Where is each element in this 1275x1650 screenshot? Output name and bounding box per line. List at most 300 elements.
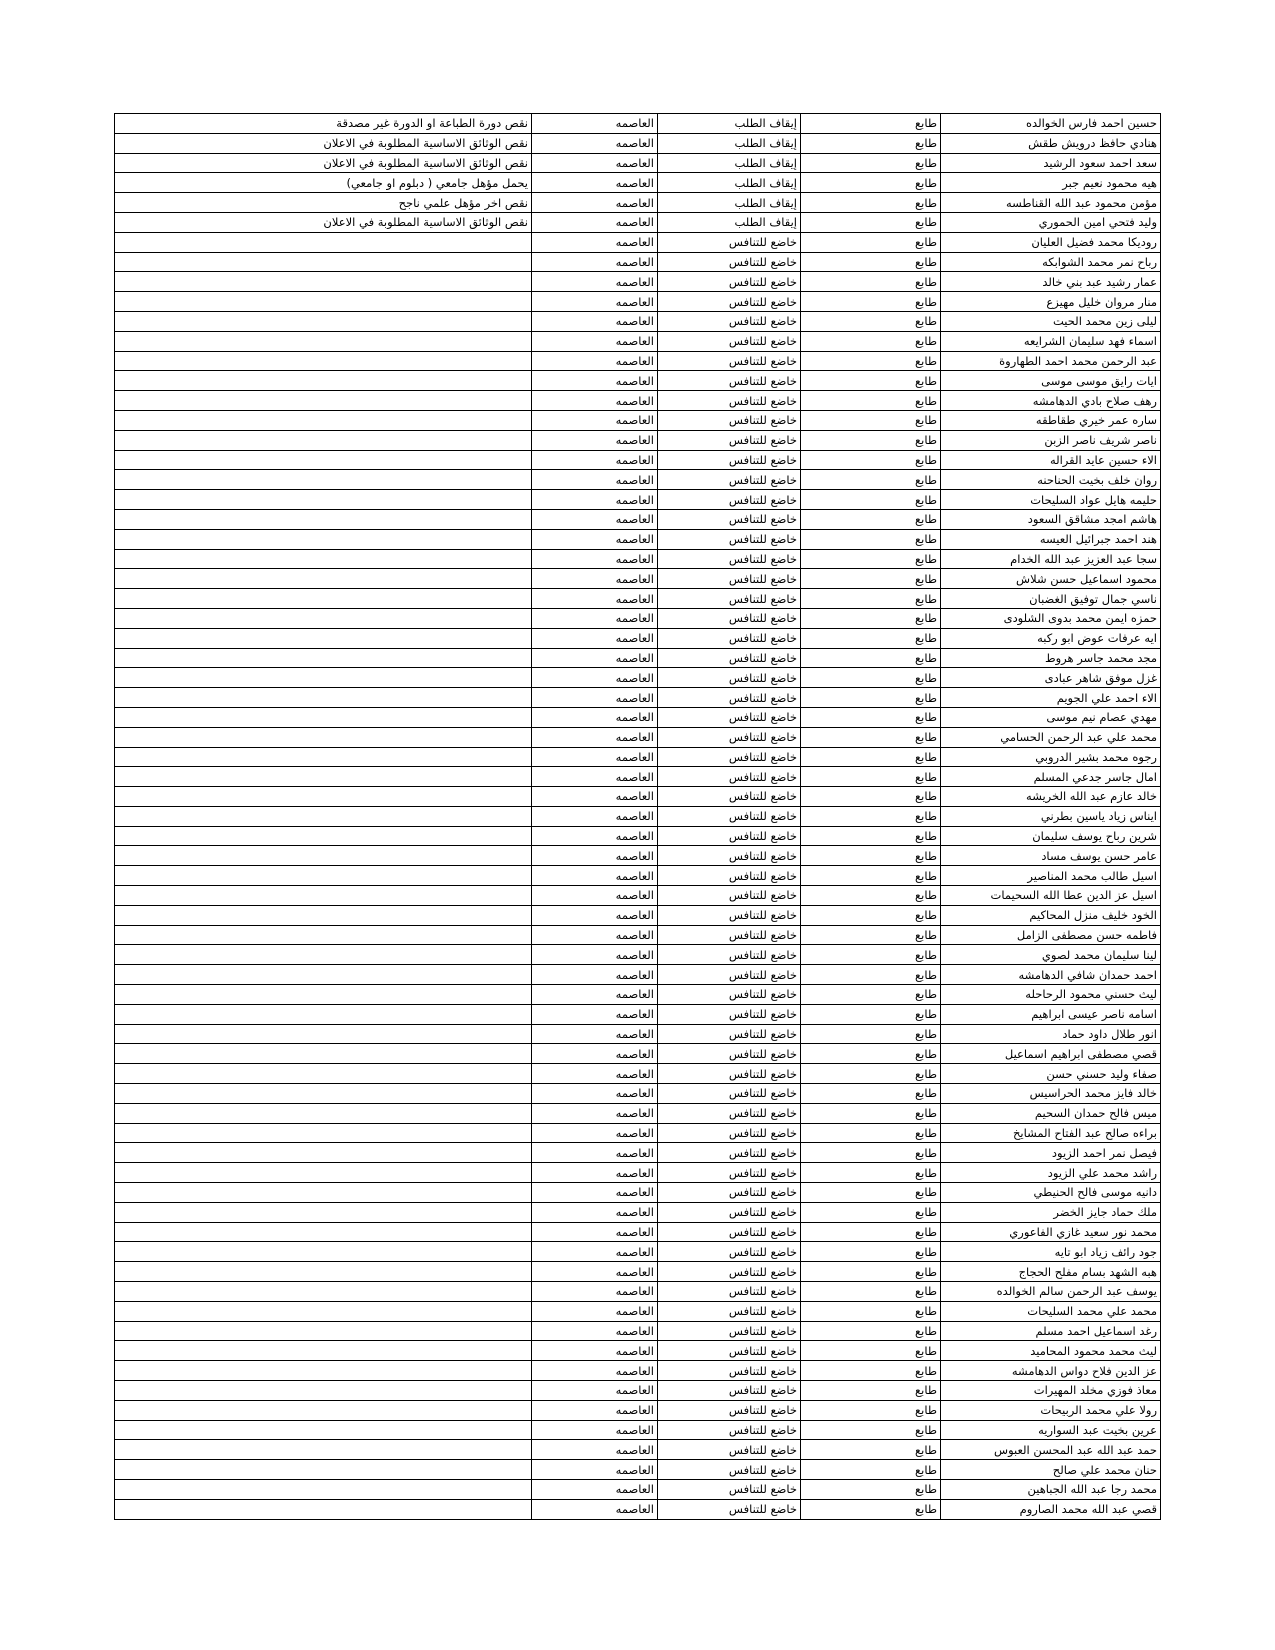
applicant-name-cell: ليلى زين محمد الحيت (941, 311, 1161, 331)
table-row (115, 1024, 1161, 1044)
status-cell: خاضع للتنافس (658, 232, 801, 252)
reason-cell (115, 747, 532, 767)
applicant-name-cell: حمزه ايمن محمد بدوى الشلودى (941, 608, 1161, 628)
table-row (115, 1499, 1161, 1519)
table-row (115, 1084, 1161, 1104)
reason-cell (115, 1103, 532, 1123)
region-cell: العاصمه (532, 1499, 658, 1519)
type-cell: طابع (801, 628, 941, 648)
applicant-name-cell: محمد نور سعيد غازي الفاعوري (941, 1222, 1161, 1242)
type-cell: طابع (801, 1004, 941, 1024)
region-cell: العاصمه (532, 1163, 658, 1183)
table-row (115, 1044, 1161, 1064)
reason-cell (115, 589, 532, 609)
table-row (115, 1103, 1161, 1123)
table-row (115, 806, 1161, 826)
status-cell: خاضع للتنافس (658, 727, 801, 747)
applicant-name-cell: حمد عبد الله عبد المحسن العبوس (941, 1440, 1161, 1460)
region-cell: العاصمه (532, 1103, 658, 1123)
table-row (115, 1301, 1161, 1321)
applicants-table (114, 113, 1161, 1520)
table-row (115, 529, 1161, 549)
region-cell: العاصمه (532, 1064, 658, 1084)
status-cell: إيقاف الطلب (658, 133, 801, 153)
type-cell: طابع (801, 1024, 941, 1044)
region-cell: العاصمه (532, 153, 658, 173)
applicant-name-cell: روديكا محمد فضيل العليان (941, 232, 1161, 252)
reason-cell (115, 292, 532, 312)
status-cell: خاضع للتنافس (658, 985, 801, 1005)
applicant-name-cell: وليد فتحي امين الحموري (941, 212, 1161, 232)
applicant-name-cell: ايناس زياد ياسين بطرني (941, 806, 1161, 826)
table-row (115, 509, 1161, 529)
status-cell: خاضع للتنافس (658, 945, 801, 965)
reason-cell (115, 1163, 532, 1183)
type-cell: طابع (801, 232, 941, 252)
reason-cell (115, 1420, 532, 1440)
reason-cell (115, 1024, 532, 1044)
type-cell: طابع (801, 1064, 941, 1084)
applicant-name-cell: ميس فالح حمدان السحيم (941, 1103, 1161, 1123)
status-cell: خاضع للتنافس (658, 826, 801, 846)
table-row (115, 351, 1161, 371)
status-cell: خاضع للتنافس (658, 252, 801, 272)
type-cell: طابع (801, 866, 941, 886)
status-cell: خاضع للتنافس (658, 1282, 801, 1302)
reason-cell (115, 410, 532, 430)
type-cell: طابع (801, 569, 941, 589)
region-cell: العاصمه (532, 1084, 658, 1104)
table-row (115, 1282, 1161, 1302)
table-row (115, 1361, 1161, 1381)
reason-cell (115, 272, 532, 292)
reason-cell (115, 371, 532, 391)
type-cell: طابع (801, 846, 941, 866)
region-cell: العاصمه (532, 529, 658, 549)
type-cell: طابع (801, 509, 941, 529)
status-cell: خاضع للتنافس (658, 391, 801, 411)
applicant-name-cell: حليمه هايل عواد السليحات (941, 490, 1161, 510)
status-cell: إيقاف الطلب (658, 114, 801, 134)
type-cell: طابع (801, 1301, 941, 1321)
reason-cell (115, 1341, 532, 1361)
reason-cell (115, 450, 532, 470)
status-cell: خاضع للتنافس (658, 1440, 801, 1460)
type-cell: طابع (801, 272, 941, 292)
type-cell: طابع (801, 331, 941, 351)
region-cell: العاصمه (532, 311, 658, 331)
type-cell: طابع (801, 212, 941, 232)
region-cell: العاصمه (532, 985, 658, 1005)
type-cell: طابع (801, 351, 941, 371)
status-cell: خاضع للتنافس (658, 1024, 801, 1044)
applicant-name-cell: امال جاسر جدعي المسلم (941, 767, 1161, 787)
reason-cell (115, 628, 532, 648)
reason-cell (115, 430, 532, 450)
reason-cell (115, 311, 532, 331)
applicant-name-cell: محمود اسماعيل حسن شلاش (941, 569, 1161, 589)
applicant-name-cell: دانيه موسى فالح الحنيطي (941, 1183, 1161, 1203)
region-cell: العاصمه (532, 193, 658, 213)
region-cell: العاصمه (532, 114, 658, 134)
type-cell: طابع (801, 1183, 941, 1203)
applicant-name-cell: الاء حسين عايد القراله (941, 450, 1161, 470)
type-cell: طابع (801, 1420, 941, 1440)
type-cell: طابع (801, 925, 941, 945)
type-cell: طابع (801, 193, 941, 213)
reason-cell (115, 707, 532, 727)
status-cell: خاضع للتنافس (658, 608, 801, 628)
applicant-name-cell: عبد الرحمن محمد احمد الطهاروة (941, 351, 1161, 371)
applicant-name-cell: محمد رجا عبد الله الجباهين (941, 1479, 1161, 1499)
reason-cell (115, 787, 532, 807)
reason-cell (115, 1183, 532, 1203)
table-row (115, 1004, 1161, 1024)
applicant-name-cell: عز الدين فلاح دواس الدهامشه (941, 1361, 1161, 1381)
reason-cell (115, 608, 532, 628)
status-cell: إيقاف الطلب (658, 193, 801, 213)
status-cell: خاضع للتنافس (658, 1183, 801, 1203)
reason-cell (115, 1301, 532, 1321)
region-cell: العاصمه (532, 1222, 658, 1242)
region-cell: العاصمه (532, 589, 658, 609)
type-cell: طابع (801, 549, 941, 569)
region-cell: العاصمه (532, 470, 658, 490)
reason-cell (115, 1143, 532, 1163)
table-row (115, 410, 1161, 430)
type-cell: طابع (801, 1381, 941, 1401)
table-row (115, 846, 1161, 866)
table-row (115, 193, 1161, 213)
type-cell: طابع (801, 1242, 941, 1262)
type-cell: طابع (801, 430, 941, 450)
applicant-name-cell: صفاء وليد حسني حسن (941, 1064, 1161, 1084)
type-cell: طابع (801, 529, 941, 549)
region-cell: العاصمه (532, 806, 658, 826)
reason-cell (115, 1123, 532, 1143)
reason-cell (115, 1361, 532, 1381)
table-row (115, 1440, 1161, 1460)
type-cell: طابع (801, 965, 941, 985)
status-cell: خاضع للتنافس (658, 430, 801, 450)
table-row (115, 1222, 1161, 1242)
table-row (115, 114, 1161, 134)
region-cell: العاصمه (532, 569, 658, 589)
type-cell: طابع (801, 806, 941, 826)
reason-cell (115, 1222, 532, 1242)
status-cell: خاضع للتنافس (658, 1084, 801, 1104)
applicant-name-cell: عرين بخيت عبد السواريه (941, 1420, 1161, 1440)
reason-cell (115, 1460, 532, 1480)
applicant-name-cell: جود رائف زياد ابو تايه (941, 1242, 1161, 1262)
table-row (115, 1321, 1161, 1341)
reason-cell (115, 648, 532, 668)
region-cell: العاصمه (532, 272, 658, 292)
table-row (115, 866, 1161, 886)
type-cell: طابع (801, 945, 941, 965)
table-row (115, 985, 1161, 1005)
type-cell: طابع (801, 114, 941, 134)
table-row (115, 1479, 1161, 1499)
status-cell: خاضع للتنافس (658, 707, 801, 727)
applicant-name-cell: فاطمه حسن مصطفى الزامل (941, 925, 1161, 945)
status-cell: خاضع للتنافس (658, 549, 801, 569)
region-cell: العاصمه (532, 747, 658, 767)
table-row (115, 252, 1161, 272)
applicant-name-cell: راشد محمد علي الزيود (941, 1163, 1161, 1183)
reason-cell (115, 1282, 532, 1302)
region-cell: العاصمه (532, 509, 658, 529)
reason-cell (115, 1242, 532, 1262)
reason-cell (115, 905, 532, 925)
region-cell: العاصمه (532, 1262, 658, 1282)
applicant-name-cell: مهدي عصام نيم موسى (941, 707, 1161, 727)
type-cell: طابع (801, 1084, 941, 1104)
applicant-name-cell: ساره عمر خيري طقاطقه (941, 410, 1161, 430)
region-cell: العاصمه (532, 1440, 658, 1460)
table-row (115, 272, 1161, 292)
table-row (115, 747, 1161, 767)
region-cell: العاصمه (532, 945, 658, 965)
applicant-name-cell: هيه محمود نعيم جبر (941, 173, 1161, 193)
applicant-name-cell: مؤمن محمود عبد الله القناطسه (941, 193, 1161, 213)
type-cell: طابع (801, 668, 941, 688)
reason-cell: يحمل مؤهل جامعي ( دبلوم او جامعي) (115, 173, 532, 193)
reason-cell (115, 965, 532, 985)
status-cell: إيقاف الطلب (658, 173, 801, 193)
reason-cell (115, 1262, 532, 1282)
status-cell: خاضع للتنافس (658, 1143, 801, 1163)
region-cell: العاصمه (532, 688, 658, 708)
type-cell: طابع (801, 589, 941, 609)
status-cell: خاضع للتنافس (658, 1202, 801, 1222)
applicant-name-cell: عمار رشيد عبد بني خالد (941, 272, 1161, 292)
region-cell: العاصمه (532, 767, 658, 787)
applicant-name-cell: رهف صلاح بادي الدهامشه (941, 391, 1161, 411)
reason-cell (115, 331, 532, 351)
table-row (115, 391, 1161, 411)
region-cell: العاصمه (532, 826, 658, 846)
applicant-name-cell: هند احمد جبرائيل العيسه (941, 529, 1161, 549)
applicant-name-cell: حنان محمد علي صالح (941, 1460, 1161, 1480)
table-row (115, 1123, 1161, 1143)
table-row (115, 153, 1161, 173)
applicant-name-cell: الخود خليف منزل المحاكيم (941, 905, 1161, 925)
region-cell: العاصمه (532, 450, 658, 470)
status-cell: خاضع للتنافس (658, 1400, 801, 1420)
status-cell: خاضع للتنافس (658, 1163, 801, 1183)
reason-cell (115, 1381, 532, 1401)
applicant-name-cell: لينا سليمان محمد لصوي (941, 945, 1161, 965)
status-cell: خاضع للتنافس (658, 925, 801, 945)
table-row (115, 371, 1161, 391)
table-body (115, 114, 1161, 1520)
region-cell: العاصمه (532, 1301, 658, 1321)
region-cell: العاصمه (532, 1381, 658, 1401)
region-cell: العاصمه (532, 628, 658, 648)
status-cell: خاضع للتنافس (658, 292, 801, 312)
type-cell: طابع (801, 1103, 941, 1123)
reason-cell (115, 688, 532, 708)
type-cell: طابع (801, 1321, 941, 1341)
reason-cell (115, 1044, 532, 1064)
status-cell: خاضع للتنافس (658, 1321, 801, 1341)
table-row (115, 1262, 1161, 1282)
region-cell: العاصمه (532, 1321, 658, 1341)
applicant-name-cell: رولا علي محمد الربيحات (941, 1400, 1161, 1420)
table-row (115, 1420, 1161, 1440)
reason-cell (115, 470, 532, 490)
table-row (115, 925, 1161, 945)
status-cell: خاضع للتنافس (658, 846, 801, 866)
region-cell: العاصمه (532, 212, 658, 232)
reason-cell (115, 985, 532, 1005)
status-cell: خاضع للتنافس (658, 1064, 801, 1084)
region-cell: العاصمه (532, 1420, 658, 1440)
applicant-name-cell: اسيل عز الدين عطا الله السحيمات (941, 886, 1161, 906)
applicant-name-cell: فيصل نمر احمد الزيود (941, 1143, 1161, 1163)
applicant-name-cell: ليث محمد محمود المحاميد (941, 1341, 1161, 1361)
type-cell: طابع (801, 1222, 941, 1242)
status-cell: خاضع للتنافس (658, 371, 801, 391)
type-cell: طابع (801, 1123, 941, 1143)
reason-cell (115, 351, 532, 371)
region-cell: العاصمه (532, 707, 658, 727)
table-row (115, 232, 1161, 252)
applicant-name-cell: هاشم امجد مشاقق السعود (941, 509, 1161, 529)
status-cell: خاضع للتنافس (658, 470, 801, 490)
type-cell: طابع (801, 1143, 941, 1163)
applicant-name-cell: هنادي حافظ درويش طقش (941, 133, 1161, 153)
status-cell: خاضع للتنافس (658, 1341, 801, 1361)
table-row (115, 450, 1161, 470)
reason-cell (115, 668, 532, 688)
type-cell: طابع (801, 688, 941, 708)
type-cell: طابع (801, 1262, 941, 1282)
table-row (115, 1460, 1161, 1480)
status-cell: خاضع للتنافس (658, 1123, 801, 1143)
table-row (115, 212, 1161, 232)
type-cell: طابع (801, 1282, 941, 1302)
table-row (115, 430, 1161, 450)
table-row (115, 133, 1161, 153)
applicant-name-cell: خالد عازم عبد الله الخريشه (941, 787, 1161, 807)
region-cell: العاصمه (532, 1024, 658, 1044)
status-cell: خاضع للتنافس (658, 648, 801, 668)
reason-cell (115, 945, 532, 965)
applicant-name-cell: منار مروان خليل مهيزع (941, 292, 1161, 312)
type-cell: طابع (801, 1499, 941, 1519)
region-cell: العاصمه (532, 1400, 658, 1420)
applicant-name-cell: خالد فايز محمد الحراسيس (941, 1084, 1161, 1104)
table-row (115, 1381, 1161, 1401)
table-row (115, 608, 1161, 628)
type-cell: طابع (801, 391, 941, 411)
applicant-name-cell: قصي عبد الله محمد الصاروم (941, 1499, 1161, 1519)
reason-cell (115, 1004, 532, 1024)
region-cell: العاصمه (532, 866, 658, 886)
region-cell: العاصمه (532, 430, 658, 450)
type-cell: طابع (801, 1361, 941, 1381)
status-cell: خاضع للتنافس (658, 589, 801, 609)
table-row (115, 331, 1161, 351)
reason-cell (115, 549, 532, 569)
applicant-name-cell: براءه صالح عبد الفتاح المشايخ (941, 1123, 1161, 1143)
applicant-name-cell: شرين رباح يوسف سليمان (941, 826, 1161, 846)
reason-cell (115, 1400, 532, 1420)
status-cell: خاضع للتنافس (658, 410, 801, 430)
table-row (115, 311, 1161, 331)
type-cell: طابع (801, 1460, 941, 1480)
table-row (115, 1183, 1161, 1203)
reason-cell: نقص دورة الطباعة او الدورة غير مصدقة (115, 114, 532, 134)
region-cell: العاصمه (532, 292, 658, 312)
type-cell: طابع (801, 767, 941, 787)
region-cell: العاصمه (532, 410, 658, 430)
status-cell: خاضع للتنافس (658, 509, 801, 529)
table-row (115, 787, 1161, 807)
type-cell: طابع (801, 787, 941, 807)
reason-cell (115, 727, 532, 747)
reason-cell (115, 1440, 532, 1460)
status-cell: خاضع للتنافس (658, 1242, 801, 1262)
region-cell: العاصمه (532, 1282, 658, 1302)
region-cell: العاصمه (532, 965, 658, 985)
reason-cell (115, 767, 532, 787)
reason-cell (115, 1064, 532, 1084)
applicant-name-cell: هبه الشهد بسام مفلح الحجاج (941, 1262, 1161, 1282)
type-cell: طابع (801, 886, 941, 906)
region-cell: العاصمه (532, 846, 658, 866)
applicant-name-cell: اسيل طالب محمد المناصير (941, 866, 1161, 886)
region-cell: العاصمه (532, 905, 658, 925)
applicant-name-cell: ناصر شريف ناصر الزبن (941, 430, 1161, 450)
type-cell: طابع (801, 648, 941, 668)
table-row (115, 490, 1161, 510)
reason-cell (115, 1084, 532, 1104)
status-cell: خاضع للتنافس (658, 806, 801, 826)
table-row (115, 767, 1161, 787)
type-cell: طابع (801, 985, 941, 1005)
region-cell: العاصمه (532, 1361, 658, 1381)
status-cell: خاضع للتنافس (658, 688, 801, 708)
type-cell: طابع (801, 173, 941, 193)
reason-cell (115, 1479, 532, 1499)
status-cell: إيقاف الطلب (658, 212, 801, 232)
reason-cell (115, 886, 532, 906)
type-cell: طابع (801, 1044, 941, 1064)
status-cell: خاضع للتنافس (658, 1420, 801, 1440)
applicant-name-cell: قصي مصطفى ابراهيم اسماعيل (941, 1044, 1161, 1064)
applicant-name-cell: اسماء فهد سليمان الشرايعه (941, 331, 1161, 351)
applicant-name-cell: معاذ فوزي مخلد المهيرات (941, 1381, 1161, 1401)
status-cell: خاضع للتنافس (658, 1222, 801, 1242)
applicant-name-cell: رغد اسماعيل احمد مسلم (941, 1321, 1161, 1341)
status-cell: خاضع للتنافس (658, 1103, 801, 1123)
status-cell: خاضع للتنافس (658, 965, 801, 985)
applicant-name-cell: محمد علي عبد الرحمن الحسامي (941, 727, 1161, 747)
status-cell: خاضع للتنافس (658, 1044, 801, 1064)
region-cell: العاصمه (532, 1341, 658, 1361)
reason-cell: نقص الوثائق الاساسية المطلوبة في الاعلان (115, 212, 532, 232)
table-row (115, 905, 1161, 925)
status-cell: خاضع للتنافس (658, 628, 801, 648)
applicant-name-cell: سجا عبد العزيز عبد الله الخدام (941, 549, 1161, 569)
table-row (115, 1064, 1161, 1084)
applicant-name-cell: حسين احمد فارس الخوالده (941, 114, 1161, 134)
reason-cell (115, 252, 532, 272)
table-row (115, 173, 1161, 193)
